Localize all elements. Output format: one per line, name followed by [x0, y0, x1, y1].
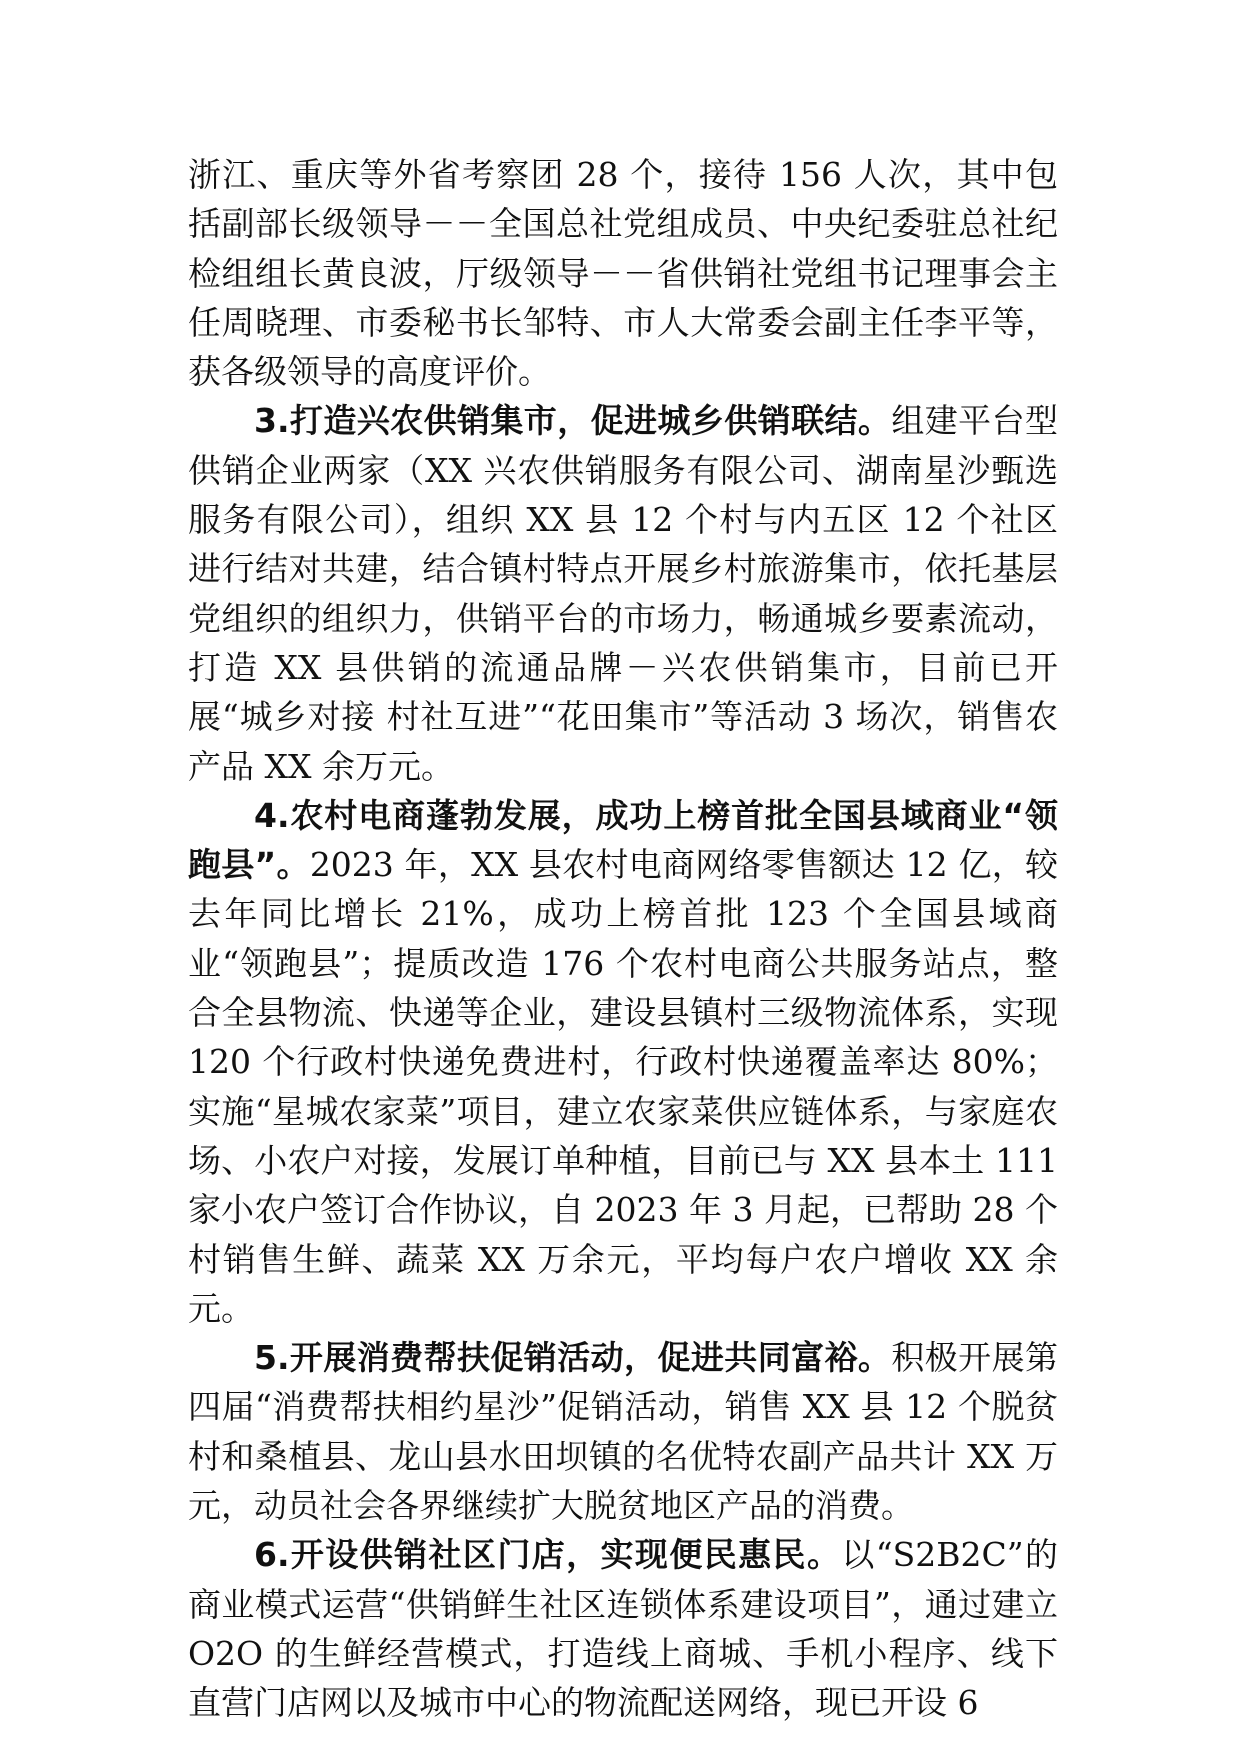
paragraph-item-5	[188, 1333, 1058, 1530]
paragraph-item-4	[188, 791, 1058, 1333]
paragraph-body: 积极开展第四届“消费帮扶相约星沙”促销活动，销售 XX 县 12 个脱贫村和桑植县、龙山县水田坝镇的名优特农副产品共计 XX 万元，动员社会各界继续扩大脱贫地区产品的消费。	[188, 1338, 1059, 1526]
paragraph-heading: 4.农村电商蓬勃发展，成功上榜首批全国县域商业“领跑县”。	[188, 795, 1058, 885]
document-page	[188, 150, 1058, 1728]
paragraph-heading: 6.开设供销社区门店，实现便民惠民。	[254, 1535, 842, 1575]
paragraph-body: 浙江、重庆等外省考察团 28 个，接待 156 人次，其中包括副部长级领导－－全国总社党组成员、中央纪委驻总社纪检组组长黄良波，厅级领导－－省供销社党组书记理事会主任周晓理、市委秘书长邹特、市人大常委会副主任李平等，获各级领导的高度评价。	[188, 155, 1058, 392]
paragraph-item-3	[188, 396, 1058, 790]
paragraph-body: 以“S2B2C”的商业模式运营“供销鲜生社区连锁体系建设项目”，通过建立 O2O 的生鲜经营模式，打造线上商城、手机小程序、线下直营门店网以及城市中心的物流配送网络，现已开设 6	[188, 1535, 1059, 1723]
paragraph-item-6	[188, 1530, 1058, 1727]
paragraph-heading: 5.开展消费帮扶促销活动，促进共同富裕。	[254, 1338, 892, 1378]
paragraph-heading: 3.打造兴农供销集市，促进城乡供销联结。	[254, 401, 892, 441]
paragraph-continuation	[188, 150, 1058, 396]
paragraph-body: 组建平台型供销企业两家（XX 兴农供销服务有限公司、湖南星沙甄选服务有限公司），组织 XX 县 12 个村与内五区 12 个社区进行结对共建，结合镇村特点开展乡村旅游集市，依托基层党组织的组织力，供销平台的市场力，畅通城乡要素流动，打造 XX 县供销的流通品牌－兴农供销集市，目前已开展“城乡对接 村社互进”“花田集市”等活动 3 场次，销售农产品 XX 余万元。	[188, 401, 1059, 786]
paragraph-body: 2023 年，XX 县农村电商网络零售额达 12 亿，较去年同比增长 21%，成功上榜首批 123 个全国县域商业“领跑县”；提质改造 176 个农村电商公共服务站点，整合全县物流、快递等企业，建设县镇村三级物流体系，实现 120 个行政村快递免费进村，行政村快递覆盖率达 80%；实施“星城农家菜”项目，建立农家菜供应链体系，与家庭农场、小农户对接，发展订单种植，目前已与 XX 县本土 111 家小农户签订合作协议，自 2023 年 3 月起，已帮助 28 个村销售生鲜、蔬菜 XX 万余元，平均每户农户增收 XX 余元。	[188, 845, 1058, 1328]
